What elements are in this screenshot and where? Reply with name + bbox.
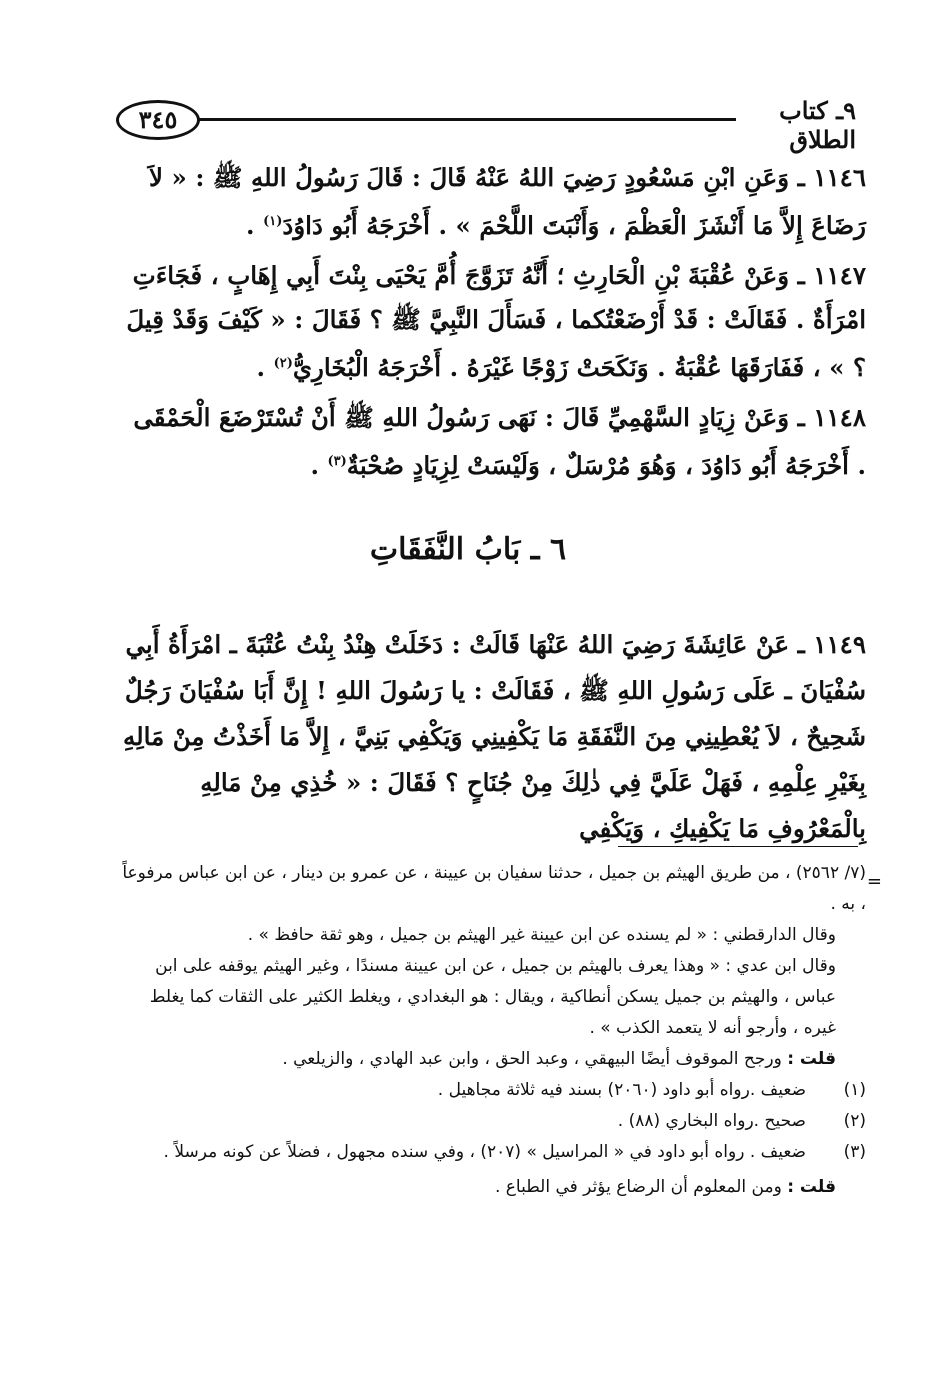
footnote-number: (١) (843, 1080, 866, 1100)
qult-label: قلت : (787, 1049, 836, 1069)
footnote-text: ضعيف .رواه أبو داود (٢٠٦٠) بسند فيه ثلاثة مجاهيل . (437, 1080, 806, 1100)
hadith-text: ـ وَعَنْ زِيَادٍ السَّهْمِيِّ قَالَ : نَهَى رَسُولُ اللهِ ﷺ أَنْ تُسْتَرْضَعَ الْحَمْقَى . أَخْرَجَهُ أَبُو دَاوُدَ ، وَهُوَ مُرْسَلٌ ، وَلَيْسَتْ لِزِيَادٍ صُحْبَةٌ (133, 403, 866, 481)
continuation-marker: = (866, 871, 882, 892)
hadith-1146 (118, 156, 866, 248)
hadith-number: ١١٤٩ (813, 630, 866, 659)
hadith-1148 (118, 396, 866, 488)
final-qult-text: ومن المعلوم أن الرضاع يؤثر في الطباع . (494, 1177, 782, 1197)
hadith-end: . (256, 353, 274, 383)
hadith-end: . (246, 211, 264, 241)
hadith-block-bottom (118, 622, 866, 852)
hadith-text: » . أَخْرَجَهُ أَبُو دَاوُدَ (282, 211, 471, 241)
note-line: وقال ابن عدي : « وهذا يعرف بالهيثم بن جميل ، عن ابن عيينة مسندًا ، وغير الهيثم يوقفه على ابن عباس ، والهيثم بن جميل يسكن أنطاكية ، ويقال : هو البغدادي ، ويغلط الكثير على الثقات كما يغلط غيره ، وأرجو أنه لا يتعمد الكذب » . (149, 956, 836, 1038)
hadith-text: » ، فَفَارَقَهَا عُقْبَةُ . وَنَكَحَتْ زَوْجًا غَيْرَهُ . أَخْرَجَهُ الْبُخَارِيُّ (292, 353, 845, 383)
qult-note (118, 1044, 866, 1075)
footnote-ref: (٣) (327, 454, 347, 470)
header-rule (198, 118, 736, 121)
prophetic-quote: خُذِي مِنْ مَالِهِ بِالْمَعْرُوفِ مَا يَكْفِيكِ ، وَيَكْفِي (200, 768, 866, 843)
footnotes-area (118, 858, 882, 1203)
footnote-number: (٢) (843, 1111, 866, 1131)
hadith-number: ١١٤٦ (813, 163, 866, 192)
hadith-number: ١١٤٧ (813, 261, 866, 291)
hadith-number: ١١٤٨ (813, 403, 866, 433)
prophetic-quote: لاَ رَضَاعَ إِلاَّ مَا أَنْشَزَ الْعَظْمَ ، وَأَنْبَتَ اللَّحْمَ (148, 163, 866, 241)
hadith-1147 (118, 254, 866, 390)
hadith-end: . (310, 451, 328, 481)
footnote-3 (118, 1137, 866, 1168)
chapter-title: ٩ـ كتاب الطلاق (779, 96, 856, 154)
hadith-text: ـ عَنْ عَائِشَةَ رَضِيَ اللهُ عَنْهَا قَالَتْ : دَخَلَتْ هِنْدُ بِنْتُ عُتْبَةَ ـ امْرَأَةُ أَبِي سُفْيَانَ ـ عَلَى رَسُولِ اللهِ ﷺ ، فَقَالَتْ : يا رَسُولَ اللهِ ! إِنَّ أَبَا سُفْيَانَ رَجُلٌ شَحِيحٌ ، لاَ يُعْطِينِي مِنَ النَّفَقَةِ مَا يَكْفِينِي وَيَكْفِي بَنِيَّ ، إِلاَّ مَا أَخَذْتُ مِنْ مَالِهِ بِغَيْرِ عِلْمِهِ ، فَهَلْ عَلَيَّ فِي ذٰلِكَ مِنْ جُنَاحٍ ؟ فَقَالَ : « (123, 630, 866, 797)
qult-text: ورجح الموقوف أيضًا البيهقي ، وعبد الحق ، وابن عبد الهادي ، والزيلعي . (282, 1049, 782, 1069)
page-number: ٣٤٥ (116, 100, 200, 140)
final-qult-label: قلت : (787, 1177, 836, 1197)
hadith-1149 (118, 622, 866, 852)
final-qult-note (118, 1172, 866, 1203)
footnote-number: (٣) (843, 1142, 866, 1162)
footnote-2 (118, 1106, 866, 1137)
note-line: وقال الدارقطني : « لم يسنده عن ابن عيينة غير الهيثم بن جميل ، وهو ثقة حافظ » . (247, 925, 836, 945)
footnote-text: صحيح .رواه البخاري (٨٨) . (617, 1111, 806, 1131)
note-line: (٧/ ٢٥٦٢) ، من طريق الهيثم بن جميل ، حدثنا سفيان بن عيينة ، عن عمرو بن دينار ، عن ابن عباس مرفوعاً ، به . (122, 863, 866, 914)
footnote-ref: (١) (263, 214, 283, 229)
prophetic-quote: كَيْفَ وَقَدْ قِيلَ ؟ (126, 305, 866, 383)
footnote-text: ضعيف . رواه أبو داود في « المراسيل » (٢٠٧) ، وفي سنده مجهول ، فضلاً عن كونه مرسلاً . (163, 1142, 806, 1162)
hadith-text: ـ وَعَنِ ابْنِ مَسْعُودٍ رَضِيَ اللهُ عَنْهُ قَالَ : قَالَ رَسُولُ اللهِ ﷺ : « (171, 163, 805, 192)
section-title: ٦ ـ بَابُ النَّفَقَاتِ (369, 532, 567, 567)
footnote-ref: (٢) (273, 356, 293, 372)
hadith-text: ـ وَعَنْ عُقْبَةَ بْنِ الْحَارِثِ ؛ أَنَّهُ تَزَوَّجَ أُمَّ يَحْيَى بِنْتَ أَبِي إِهَابٍ ، فَجَاءَتِ امْرَأَةٌ . فَقَالَتْ : قَدْ أَرْضَعْتُكما ، فَسَأَلَ النَّبِيَّ ﷺ ؟ فَقَالَ : « (132, 261, 866, 335)
running-header (108, 96, 856, 154)
footnote-divider (618, 846, 858, 847)
hadith-block-top (118, 156, 866, 488)
footnote-1 (118, 1075, 866, 1106)
